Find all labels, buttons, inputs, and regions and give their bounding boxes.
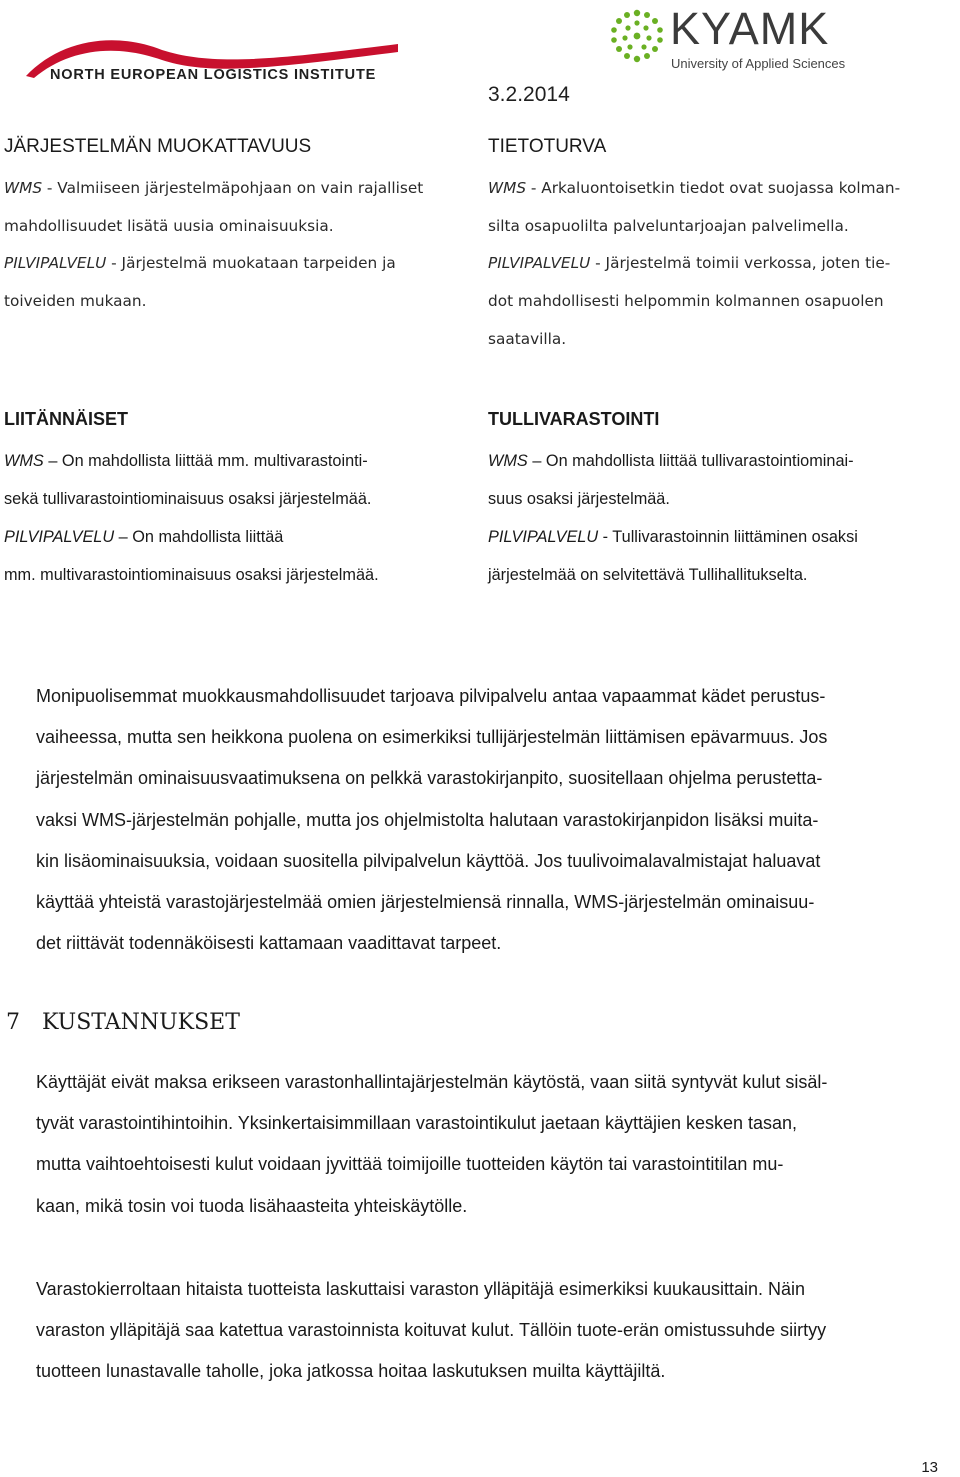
slide-line: toiveiden mukaan. <box>4 292 147 311</box>
paragraph-line: käyttää yhteistä varastojärjestelmää omien järjestelmiensä rinnalla, WMS-järjestelmän ominaisuu- <box>36 892 815 913</box>
slide-title-tietoturva: TIETOTURVA <box>488 136 607 157</box>
paragraph-line: mutta vaihtoehtoisesti kulut voidaan jyvittää toimijoille tuotteiden käytön tai varastointitilan mu- <box>36 1154 784 1175</box>
paragraph-line: Varastokierroltaan hitaista tuotteista laskuttaisi varaston ylläpitäjä esimerkiksi kuukausittain. Näin <box>36 1279 806 1299</box>
paragraph-line: vaksi WMS-järjestelmän pohjalle, mutta jos ohjelmistolta halutaan varastokirjanpidon lisäksi muita- <box>36 809 819 830</box>
slide-line: silta osapuolilta palveluntarjoajan palvelimella. <box>488 216 849 235</box>
slide-line: WMS – On mahdollista liittää tullivarastointiominai- <box>488 452 854 470</box>
slide-title-liitannaiset: LIITÄNNÄISET <box>4 409 128 429</box>
slide-text-tullivarastointi <box>488 442 958 594</box>
paragraph-line: tuotteen lunastavalle taholle, joka jatkossa hoitaa laskutuksen muilta käyttäjiltä. <box>36 1361 666 1382</box>
slide-text-muokattavuus <box>4 170 474 321</box>
slide-date: 3.2.2014 <box>488 83 570 106</box>
slide-line: suus osaksi järjestelmää. <box>488 490 670 508</box>
paragraph-line: tyvät varastointihintoihin. Yksinkertaisimmillaan varastointikulut jaetaan käyttäjien kesken tasan, <box>36 1113 798 1134</box>
slide-line: PILVIPALVELU - Tullivarastoinnin liittäminen osaksi <box>488 528 858 546</box>
slide-line: mahdollisuudet lisätä uusia ominaisuuksia. <box>4 216 334 235</box>
slide-line: WMS – On mahdollista liittää mm. multivarastointi- <box>4 452 368 470</box>
body-paragraph-1 <box>36 676 960 964</box>
left-logo-text: NORTH EUROPEAN LOGISTICS INSTITUTE <box>50 67 377 83</box>
paragraph-line: kin lisäominaisuuksia, voidaan suositella pilvipalvelun käyttöä. Jos tuulivoimalavalmistajat haluavat <box>36 850 821 871</box>
slide-title-muokattavuus: JÄRJESTELMÄN MUOKATTAVUUS <box>4 136 312 157</box>
slide-line: dot mahdollisesti helpommin kolmannen osapuolen <box>488 292 884 311</box>
slide-text-liitannaiset <box>4 442 474 594</box>
kyamk-logo-subtitle: University of Applied Sciences <box>671 56 846 71</box>
body-paragraph-3 <box>36 1269 960 1393</box>
north-european-logistics-institute-logo <box>22 32 402 92</box>
slide-line: WMS - Arkaluontoisetkin tiedot ovat suojassa kolman- <box>488 179 901 197</box>
section-number: 7 <box>6 1010 20 1035</box>
slide-line: PILVIPALVELU – On mahdollista liittää <box>4 528 284 546</box>
page-number: 13 <box>921 1459 938 1476</box>
paragraph-line: Monipuolisemmat muokkausmahdollisuudet tarjoava pilvipalvelu antaa vapaammat kädet perustus- <box>36 686 826 706</box>
slide-line: PILVIPALVELU - Järjestelmä toimii verkossa, joten tie- <box>488 254 891 273</box>
kyamk-logo-name: KYAMK <box>670 3 830 54</box>
slide-line: saatavilla. <box>488 329 567 348</box>
slide-line: PILVIPALVELU - Järjestelmä muokataan tarpeiden ja <box>4 254 396 273</box>
slide-line: järjestelmää on selvitettävä Tullihallitukselta. <box>488 566 808 584</box>
paragraph-line: järjestelmän ominaisuusvaatimuksena on pelkkä varastokirjanpito, suositellaan ohjelma perustetta- <box>36 768 823 789</box>
slide-text-tietoturva <box>488 170 958 359</box>
paragraph-line: kaan, mikä tosin voi tuoda lisähaasteita yhteiskäytölle. <box>36 1195 468 1216</box>
paragraph-line: det riittävät todennäköisesti kattamaan vaadittavat tarpeet. <box>36 933 502 954</box>
slide-line: sekä tullivarastointiominaisuus osaksi järjestelmää. <box>4 490 372 508</box>
slide-title-tullivarastointi: TULLIVARASTOINTI <box>488 409 660 429</box>
slide-line: WMS - Valmiiseen järjestelmäpohjaan on vain rajalliset <box>4 179 424 197</box>
section-heading <box>6 1010 240 1035</box>
kyamk-dots-logo-icon <box>609 8 665 64</box>
paragraph-line: vaiheessa, mutta sen heikkona puolena on esimerkiksi tullijärjestelmän liittämisen epävarmuus. Jos <box>36 727 828 748</box>
paragraph-line: varaston ylläpitäjä saa katettua varastoinnista koituvat kulut. Tällöin tuote-erän omistussuhde siirtyy <box>36 1320 827 1341</box>
section-title: KUSTANNUKSET <box>42 1010 240 1035</box>
body-paragraph-2 <box>36 1062 960 1227</box>
slide-line: mm. multivarastointiominaisuus osaksi järjestelmää. <box>4 566 379 584</box>
paragraph-line: Käyttäjät eivät maksa erikseen varastonhallintajärjestelmän käytöstä, vaan siitä syntyvät kulut sisäl- <box>36 1072 828 1092</box>
